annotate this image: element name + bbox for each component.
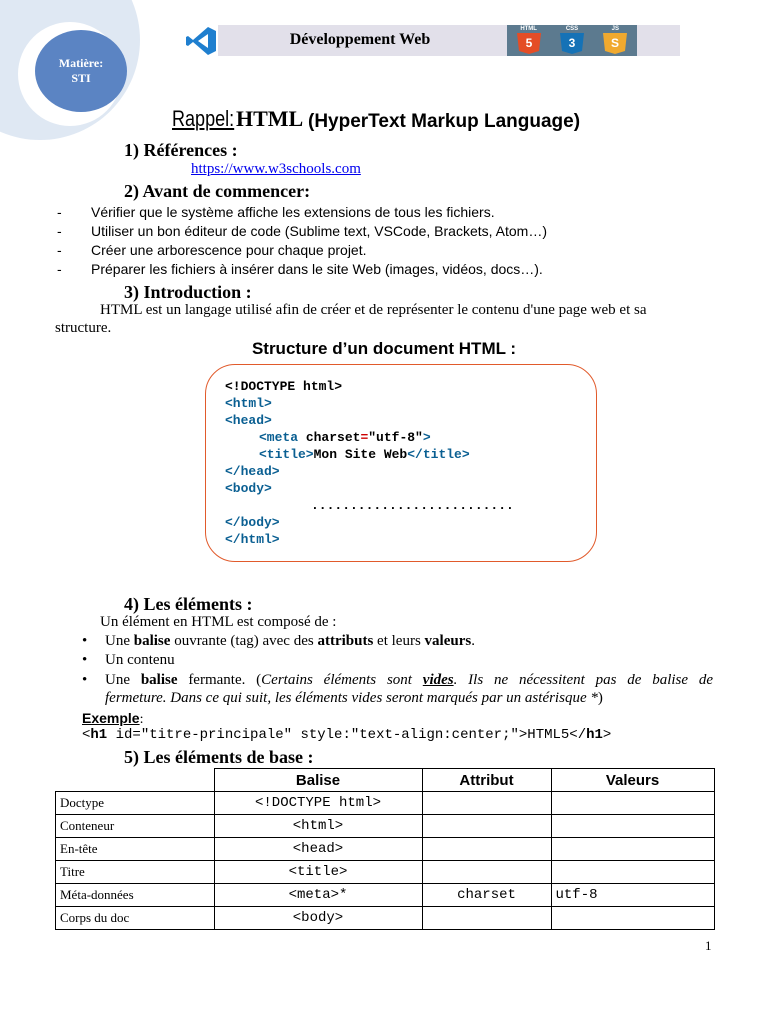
b3-c: fermante. ( (177, 672, 262, 688)
ex-a: < (82, 727, 91, 743)
js-icon (600, 25, 630, 54)
code-meta-val: "utf-8" (368, 430, 423, 445)
vscode-icon (184, 25, 218, 57)
structure-heading: Structure d’un document HTML : (251, 339, 517, 358)
row-valeur (551, 907, 714, 930)
code-doctype: <!DOCTYPE html> (225, 379, 343, 394)
row-balise: <html> (214, 815, 422, 838)
code-html-close: </html> (225, 532, 280, 547)
row-balise: <head> (214, 838, 422, 861)
element-bullet-2: Un contenu (105, 652, 175, 668)
b3-h: ) (597, 690, 603, 706)
b3-f: . Ils ne nécessitent pas de balise de (453, 672, 714, 688)
code-html-open: <html> (225, 396, 272, 411)
row-name: Titre (56, 861, 215, 884)
row-balise: <!DOCTYPE html> (214, 792, 422, 815)
course-title: Développement Web (289, 31, 431, 48)
page-number: 1 (705, 938, 712, 953)
svg-text:3: 3 (568, 35, 576, 50)
row-valeur: utf-8 (551, 884, 714, 907)
svg-text:S: S (611, 35, 620, 50)
code-lines (225, 378, 514, 548)
intro-text-line1: HTML est un langage utilisé afin de créer et de représenter le contenu d'une page web et sa (100, 302, 647, 318)
subject-label: Matière: (58, 56, 104, 70)
row-valeur (551, 792, 714, 815)
row-attribut (422, 861, 551, 884)
b1-a: Une (105, 633, 134, 649)
b3-a: Une (105, 672, 141, 688)
subject-value: STI (71, 71, 91, 85)
list-item: Vérifier que le système affiche les extensions de tous les fichiers. (91, 204, 495, 220)
section-avant: 2) Avant de commencer: (124, 181, 311, 201)
list-item: Utiliser un bon éditeur de code (Sublime text, VSCode, Brackets, Atom…) (91, 223, 547, 239)
code-head-open: <head> (225, 413, 272, 428)
html-logo-label: HTML (520, 25, 537, 32)
table-row (56, 838, 715, 861)
b1-d: attributs (317, 633, 374, 649)
table-row (56, 861, 715, 884)
row-balise: <body> (214, 907, 422, 930)
svg-text:5: 5 (525, 35, 532, 50)
row-valeur (551, 861, 714, 884)
row-balise: <meta>* (214, 884, 422, 907)
row-valeur (551, 838, 714, 861)
section-introduction: 3) Introduction : (124, 282, 252, 302)
section-base-elements: 5) Les éléments de base : (124, 747, 314, 767)
b3-d: Certains éléments sont (261, 672, 423, 688)
code-title (225, 446, 514, 463)
b3-b: balise (140, 672, 178, 688)
b1-g: . (471, 633, 475, 649)
code-meta-attr: charset (298, 430, 361, 445)
page-subtitle: (HyperText Markup Language) (308, 111, 581, 132)
dash-bullet: - (57, 204, 62, 220)
section-references: 1) Références : (124, 140, 238, 160)
b3-g: fermeture. Dans ce qui suit, les éléments vides seront marqués par un astérisque * (105, 690, 598, 706)
row-name: Méta-données (56, 884, 215, 907)
bullet-dot: • (82, 652, 88, 668)
bullet-dot: • (82, 633, 88, 649)
code-meta-end: > (422, 430, 431, 445)
dash-bullet: - (57, 261, 62, 277)
intro-text-line2: structure. (55, 320, 112, 336)
ex-c: id="titre-principale" style:"text-align:center;">HTML5</ (107, 727, 587, 743)
tech-logos (507, 25, 637, 56)
element-bullet-3 (105, 672, 713, 689)
row-name: Conteneur (56, 815, 215, 838)
exemple-label: Exemple (82, 710, 140, 726)
row-attribut (422, 815, 551, 838)
b3-e: vides (422, 672, 454, 688)
row-name: Corps du doc (56, 907, 215, 930)
w3schools-link[interactable]: https://www.w3schools.com (191, 161, 361, 177)
code-body-close: </body> (225, 515, 280, 530)
table-corner (56, 769, 215, 792)
ex-e: > (602, 727, 612, 743)
element-bullet-1 (105, 633, 475, 650)
header-valeurs: Valeurs (551, 769, 714, 792)
dash-bullet: - (57, 223, 62, 239)
section-elements: 4) Les éléments : (124, 594, 253, 614)
dash-bullet: - (57, 242, 62, 258)
list-item: Créer une arborescence pour chaque projet. (91, 242, 367, 258)
table-header-row (56, 769, 715, 792)
b1-c: ouvrante (tag) avec des (170, 633, 318, 649)
html5-icon (514, 25, 544, 54)
elements-table (55, 768, 715, 930)
elements-intro: Un élément en HTML est composé de : (100, 614, 337, 630)
bullet-dot: • (82, 672, 88, 688)
table-row (56, 815, 715, 838)
code-title-open: <title> (259, 447, 314, 462)
page-title: HTML (236, 106, 304, 131)
ex-d: h1 (586, 727, 603, 743)
table-row (56, 884, 715, 907)
example-code (82, 727, 611, 743)
code-head-close: </head> (225, 464, 280, 479)
list-item: Préparer les fichiers à insérer dans le site Web (images, vidéos, docs…). (91, 261, 543, 277)
row-attribut (422, 907, 551, 930)
b1-e: et leurs (373, 633, 425, 649)
code-title-close: </title> (407, 447, 470, 462)
code-meta-eq: = (360, 430, 369, 445)
css-logo-label: CSS (565, 25, 579, 32)
js-logo-label: JS (611, 25, 619, 32)
exemple-line (82, 710, 143, 728)
row-valeur (551, 815, 714, 838)
code-meta (225, 429, 514, 446)
ex-b: h1 (90, 727, 108, 743)
header-attribut: Attribut (422, 769, 551, 792)
b1-f: valeurs (424, 633, 472, 649)
css3-icon (557, 25, 587, 54)
code-title-text: Mon Site Web (313, 447, 408, 462)
row-attribut (422, 792, 551, 815)
exemple-colon: : (139, 712, 144, 727)
element-bullet-3-cont (105, 690, 603, 707)
table-row (56, 792, 715, 815)
header-balise: Balise (214, 769, 422, 792)
rappel-label: Rappel: (172, 106, 235, 131)
code-body-open: <body> (225, 481, 272, 496)
code-meta-tag: <meta (259, 430, 299, 445)
subject-badge (35, 30, 127, 112)
row-name: Doctype (56, 792, 215, 815)
code-ellipsis: .......................... (311, 498, 514, 513)
table-row (56, 907, 715, 930)
row-name: En-tête (56, 838, 215, 861)
row-attribut: charset (422, 884, 551, 907)
b1-b: balise (133, 633, 171, 649)
row-balise: <title> (214, 861, 422, 884)
row-attribut (422, 838, 551, 861)
